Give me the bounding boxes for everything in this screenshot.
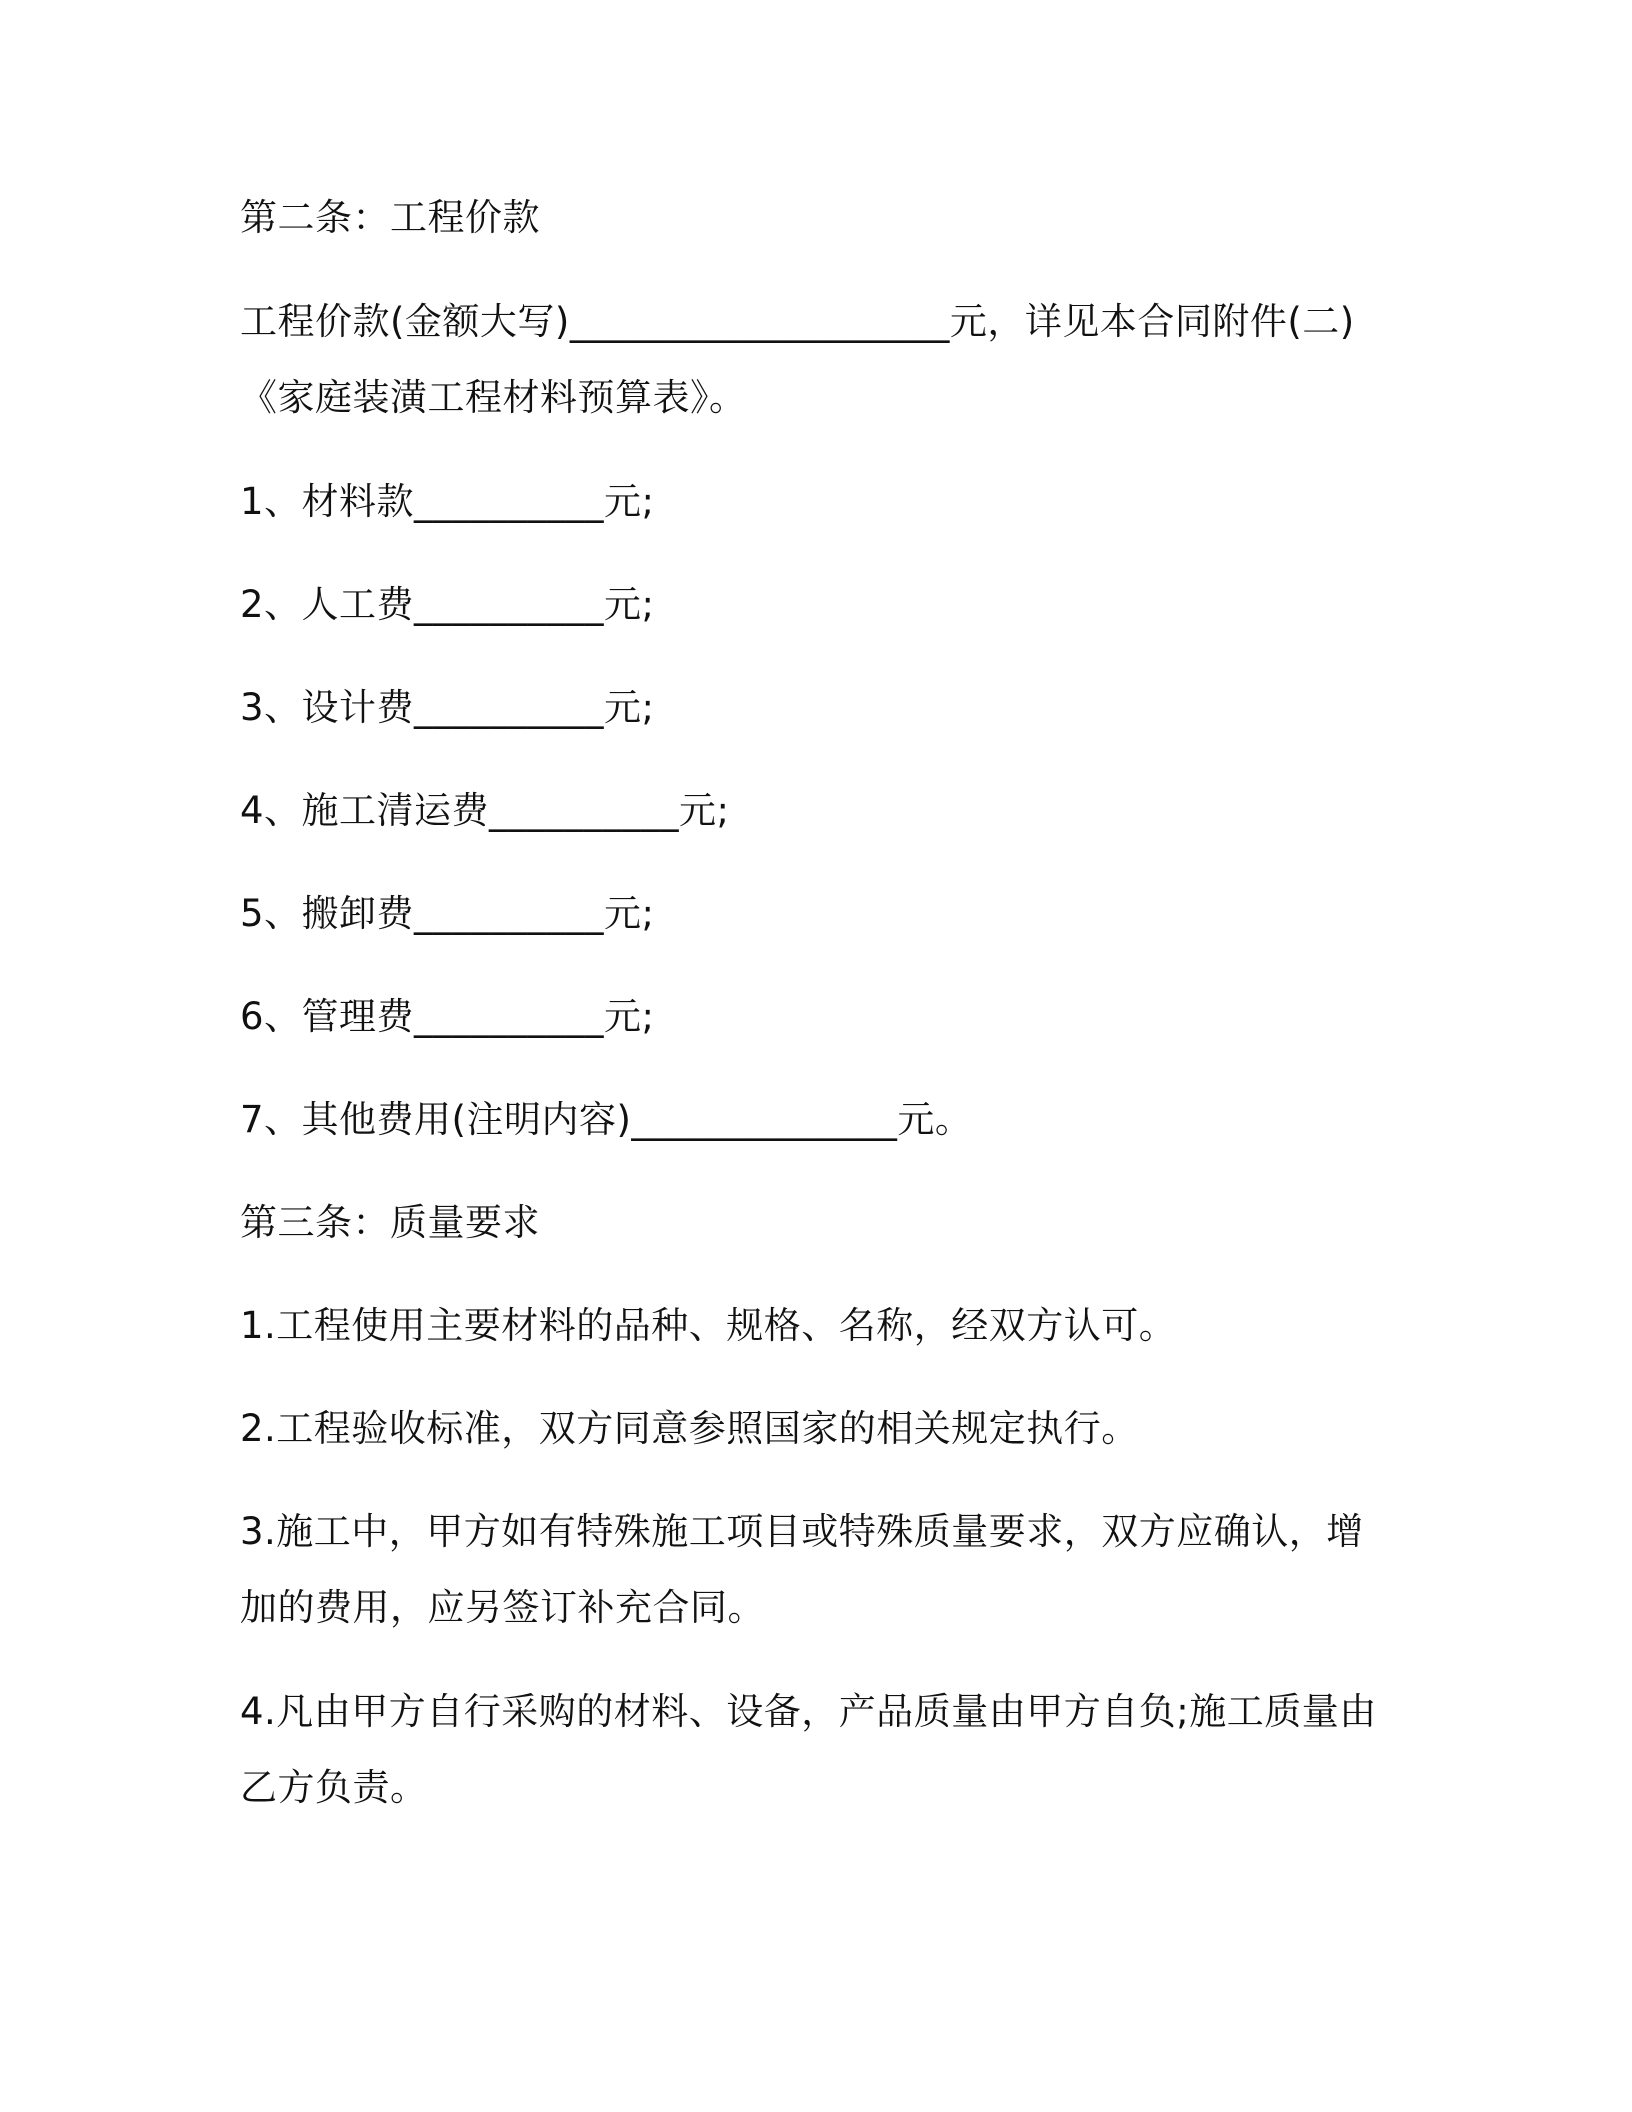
quality-item-4-line-2: 乙方负责。 [240, 1766, 428, 1809]
cost-item-other: 7、其他费用(注明内容)______________元。 [240, 1098, 973, 1141]
cost-item-cleanup: 4、施工清运费__________元; [240, 789, 730, 832]
price-paragraph-line-1: 工程价款(金额大写)____________________元，详见本合同附件(二) [240, 300, 1355, 343]
quality-item-2: 2.工程验收标准，双方同意参照国家的相关规定执行。 [240, 1407, 1139, 1450]
cost-item-labor: 2、人工费__________元; [240, 583, 655, 626]
quality-item-3-line-1: 3.施工中，甲方如有特殊施工项目或特殊质量要求，双方应确认，增 [240, 1510, 1364, 1553]
section-3-heading: 第三条：质量要求 [240, 1201, 540, 1244]
price-paragraph-line-2: 《家庭装潢工程材料预算表》。 [240, 376, 747, 419]
cost-item-handling: 5、搬卸费__________元; [240, 892, 655, 935]
cost-item-design: 3、设计费__________元; [240, 686, 655, 729]
quality-item-4-line-1: 4.凡由甲方自行采购的材料、设备，产品质量由甲方自负;施工质量由 [240, 1690, 1377, 1733]
cost-item-management: 6、管理费__________元; [240, 995, 655, 1038]
quality-item-1: 1.工程使用主要材料的品种、规格、名称，经双方认可。 [240, 1304, 1177, 1347]
cost-item-materials: 1、材料款__________元; [240, 480, 655, 523]
section-2-heading: 第二条：工程价款 [240, 196, 540, 239]
quality-item-3-line-2: 加的费用，应另签订补充合同。 [240, 1586, 765, 1629]
